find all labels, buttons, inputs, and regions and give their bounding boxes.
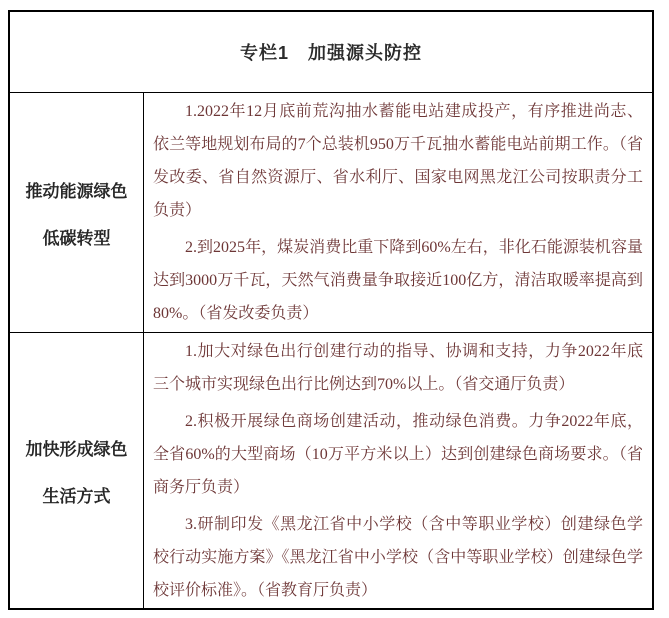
- policy-column-table: [8, 10, 654, 610]
- measure-paragraph: 3.研制印发《黑龙江省中小学校（含中等职业学校）创建绿色学校行动实施方案》《黑龙江省中小学校（含中等职业学校）创建绿色学校评价标准》。（省教育厅负责）: [153, 516, 643, 599]
- row-label-line: 低碳转型: [42, 228, 111, 248]
- table-row: [10, 333, 652, 609]
- table-row: [10, 93, 652, 333]
- table-title: 专栏1 加强源头防控: [239, 43, 422, 63]
- row-content-cell-lifestyle: [144, 333, 652, 609]
- row-label-cell-energy: [10, 93, 144, 332]
- row-label-line: 推动能源绿色: [25, 181, 128, 201]
- measure-paragraph: 2.到2025年，煤炭消费比重下降到60%左右，非化石能源装机容量达到3000万千瓦，天然气消费量争取接近100亿方，清洁取暖率提高到80%。（省发改委负责）: [153, 239, 643, 322]
- table-title-row: [10, 12, 652, 93]
- measure-paragraph: 2.积极开展绿色商场创建活动，推动绿色消费。力争2022年底，全省60%的大型商场（10万平方米以上）达到创建绿色商场要求。（省商务厅负责）: [153, 413, 643, 496]
- measure-paragraph: 1.加大对绿色出行创建行动的指导、协调和支持，力争2022年底三个城市实现绿色出行比例达到70%以上。（省交通厅负责）: [153, 343, 643, 393]
- measure-paragraph: 1.2022年12月底前荒沟抽水蓄能电站建成投产，有序推进尚志、依兰等地规划布局的7个总装机950万千瓦抽水蓄能电站前期工作。（省发改委、省自然资源厅、省水利厅、国家电网黑龙江公司按职责分工负责）: [153, 103, 643, 219]
- row-label-cell-lifestyle: [10, 333, 144, 609]
- row-label-line: 加快形成绿色: [25, 440, 128, 459]
- row-label-line: 生活方式: [42, 487, 111, 506]
- row-content-cell-energy: [144, 93, 652, 332]
